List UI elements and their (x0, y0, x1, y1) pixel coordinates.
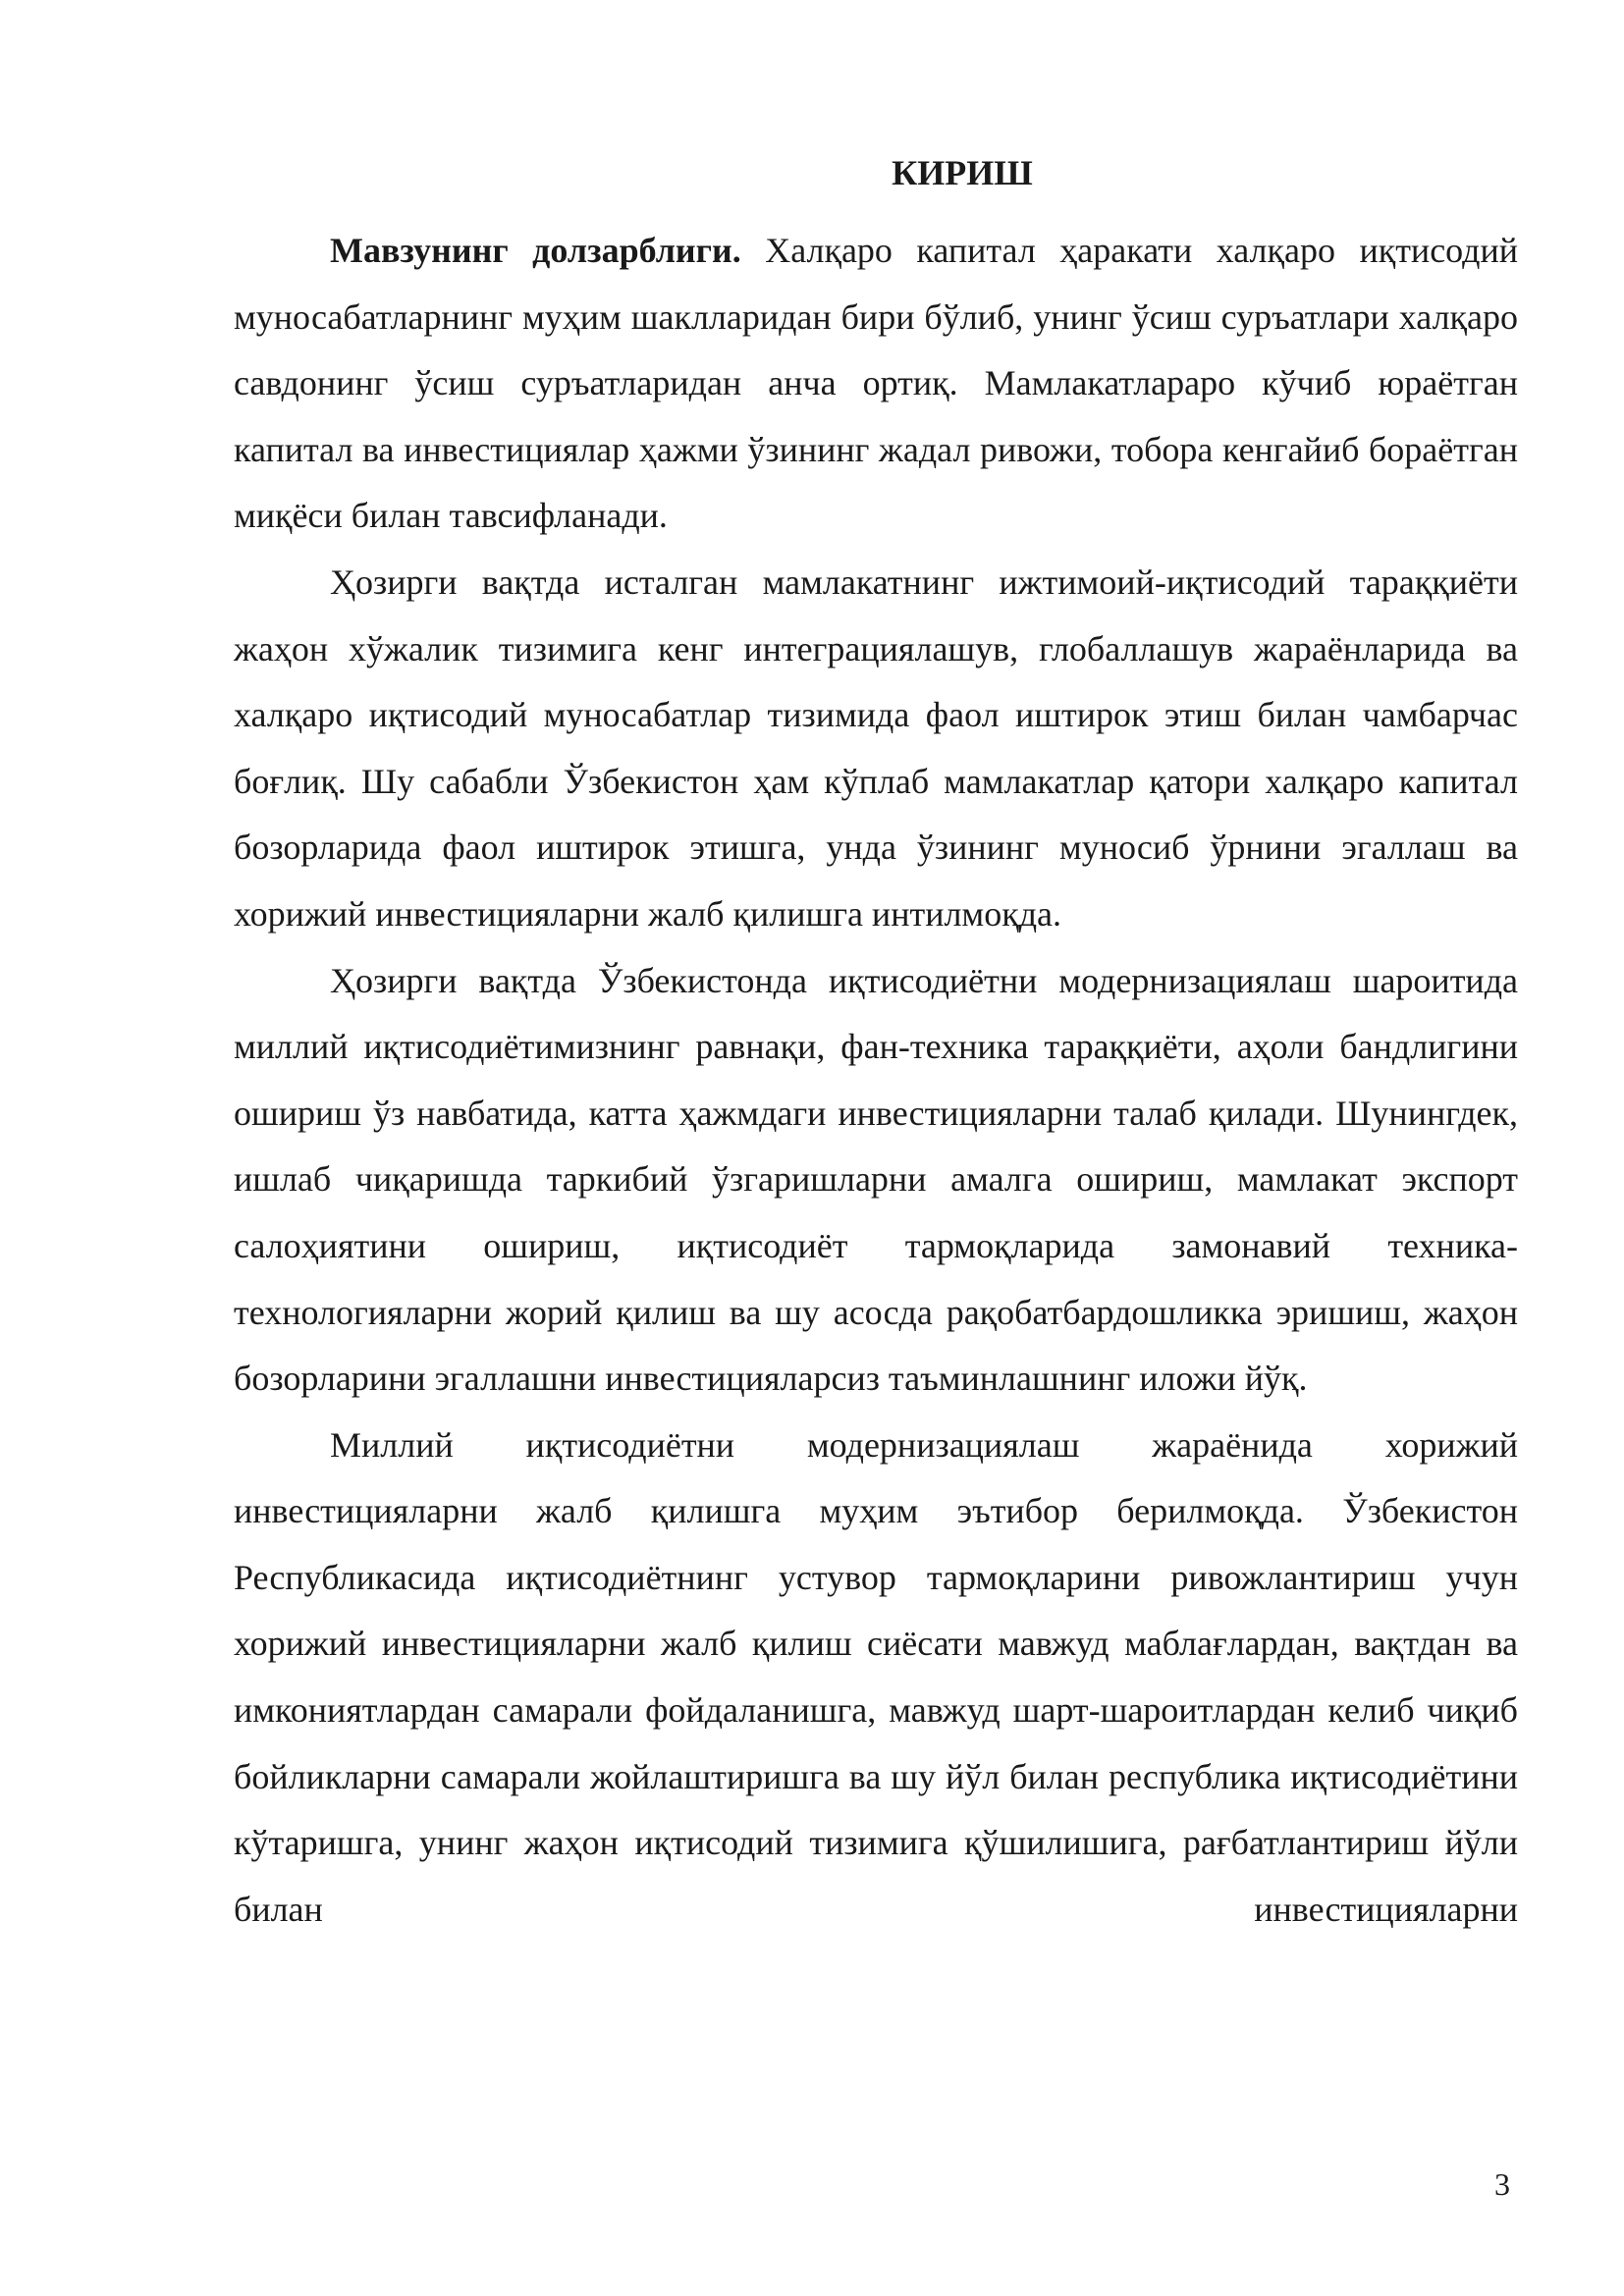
paragraph-investment-policy: Миллий иқтисодиётни модернизациялаш жараёнида хорижий инвестицияларни жалб қилишга муҳим эътибор берилмоқда. Ўзбекистон Республикасида иқтисодиётнинг устувор тармоқларини ривожлантириш учун хорижий инвестицияларни жалб қилиш сиёсати мавжуд маблағлардан, вақтдан ва имкониятлардан самарали фойдаланишга, мавжуд шарт-шароитлардан келиб чиқиб бойликларни самарали жойлаштиришга ва шу йўл билан республика иқтисодиётини кўтаришга, унинг жаҳон иқтисодий тизимига қўшилишига, рағбатлантириш йўли билан инвестицияларни (234, 1424, 1518, 1929)
paragraph-modernization: Ҳозирги вақтда Ўзбекистонда иқтисодиётни модернизациялаш шароитида миллий иқтисодиётимизнинг равнақи, фан-техника тараққиёти, аҳоли бандлигини ошириш ўз навбатида, катта ҳажмдаги инвестицияларни талаб қилади. Шунингдек, ишлаб чиқаришда таркибий ўзгаришларни амалга ошириш, мамлакат экспорт салоҳиятини ошириш, иқтисодиёт тармоқларида замонавий техника-технологияларни жорий қилиш ва шу асосда рақобатбардошликка эришиш, жаҳон бозорларини эгаллашни инвестицияларсиз таъминлашнинг иложи йўқ. (234, 960, 1518, 1399)
page-heading: КИРИШ (892, 153, 1033, 192)
paragraph-lead: Мавзунинг долзарблиги. (330, 231, 741, 270)
paragraph-text: Халқаро капитал ҳаракати халқаро иқтисодий муносабатларнинг муҳим шаклларидан бири бўлиб, унинг ўсиш суръатлари халқаро савдонинг ўсиш суръатларидан анча ортиқ. Мамлакатлараро кўчиб юраётган капитал ва инвестициялар ҳажми ўзининг жадал ривожи, тобора кенгайиб бораётган миқёси билан тавсифланади. (234, 231, 1518, 536)
page-number: 3 (1494, 2166, 1510, 2202)
body-text (234, 218, 1518, 1943)
paragraph-relevance (234, 218, 1518, 550)
paragraph-integration: Ҳозирги вақтда исталган мамлакатнинг ижтимоий-иқтисодий тараққиёти жаҳон хўжалик тизимига кенг интеграциялашув, глобаллашув жараёнларида ва халқаро иқтисодий муносабатлар тизимида фаол иштирок этиш билан чамбарчас боғлиқ. Шу сабабли Ўзбекистон ҳам кўплаб мамлакатлар қатори халқаро капитал бозорларида фаол иштирок этишга, унда ўзининг муносиб ўрнини эгаллаш ва хорижий инвестицияларни жалб қилишга интилмоқда. (234, 561, 1518, 934)
